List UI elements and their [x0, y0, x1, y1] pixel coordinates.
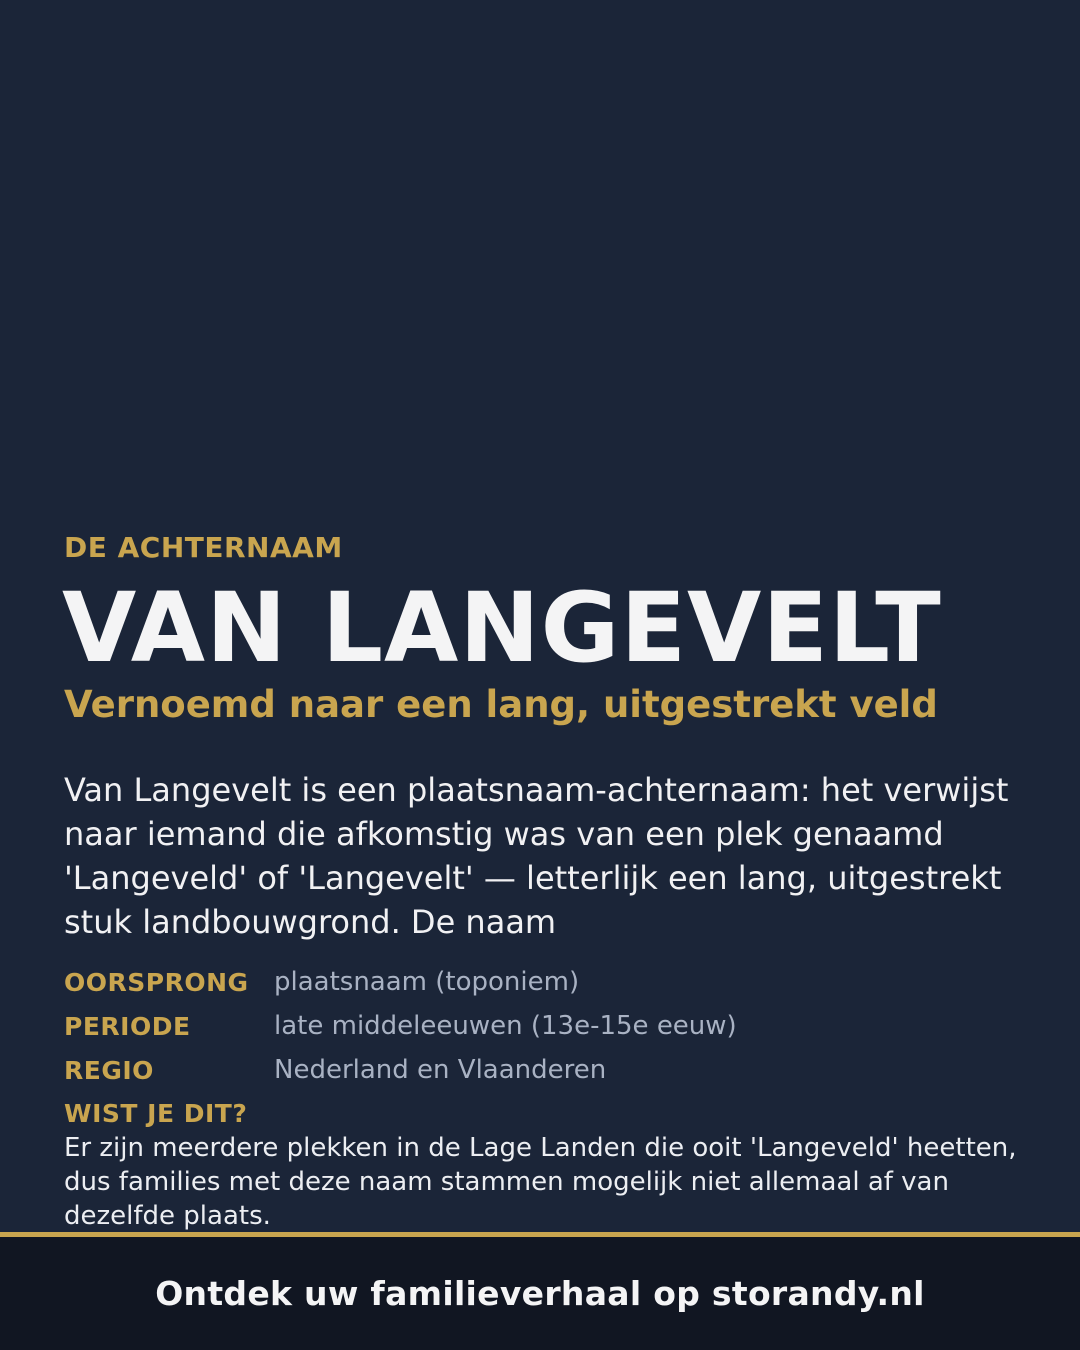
- fact-label: REGIO: [64, 1055, 154, 1085]
- fact-row-origin: [64, 960, 1024, 1004]
- facts-list: [64, 960, 1024, 1092]
- description-text: Van Langevelt is een plaatsnaam-achternaam: het verwijst naar iemand die afkomstig was van een plek genaamd 'Langeveld' of 'Langevelt' — letterlijk een lang, uitgestrekt stuk landbouwgrond. De naam: [64, 771, 1009, 941]
- did-you-know-title: WIST JE DIT?: [64, 1099, 248, 1128]
- eyebrow-label: DE ACHTERNAAM: [64, 531, 343, 564]
- fact-row-period: [64, 1004, 1024, 1048]
- fact-row-region: [64, 1048, 1024, 1092]
- fact-value: plaatsnaam (toponiem): [274, 967, 580, 997]
- fact-label: OORSPRONG: [64, 967, 249, 997]
- surname-title: VAN LANGEVELT: [62, 572, 942, 684]
- fact-value: late middeleeuwen (13e-15e eeuw): [274, 1011, 737, 1041]
- footer-cta-link[interactable]: Ontdek uw familieverhaal op storandy.nl: [155, 1274, 925, 1313]
- tagline: Vernoemd naar een lang, uitgestrekt veld: [64, 683, 938, 726]
- footer: [0, 1237, 1080, 1350]
- fact-label: PERIODE: [64, 1011, 191, 1041]
- fact-value: Nederland en Vlaanderen: [274, 1055, 607, 1085]
- did-you-know-text: Er zijn meerdere plekken in de Lage Landen die ooit 'Langeveld' heetten, dus families met deze naam stammen mogelijk niet allemaal af van dezelfde plaats.: [64, 1133, 1017, 1231]
